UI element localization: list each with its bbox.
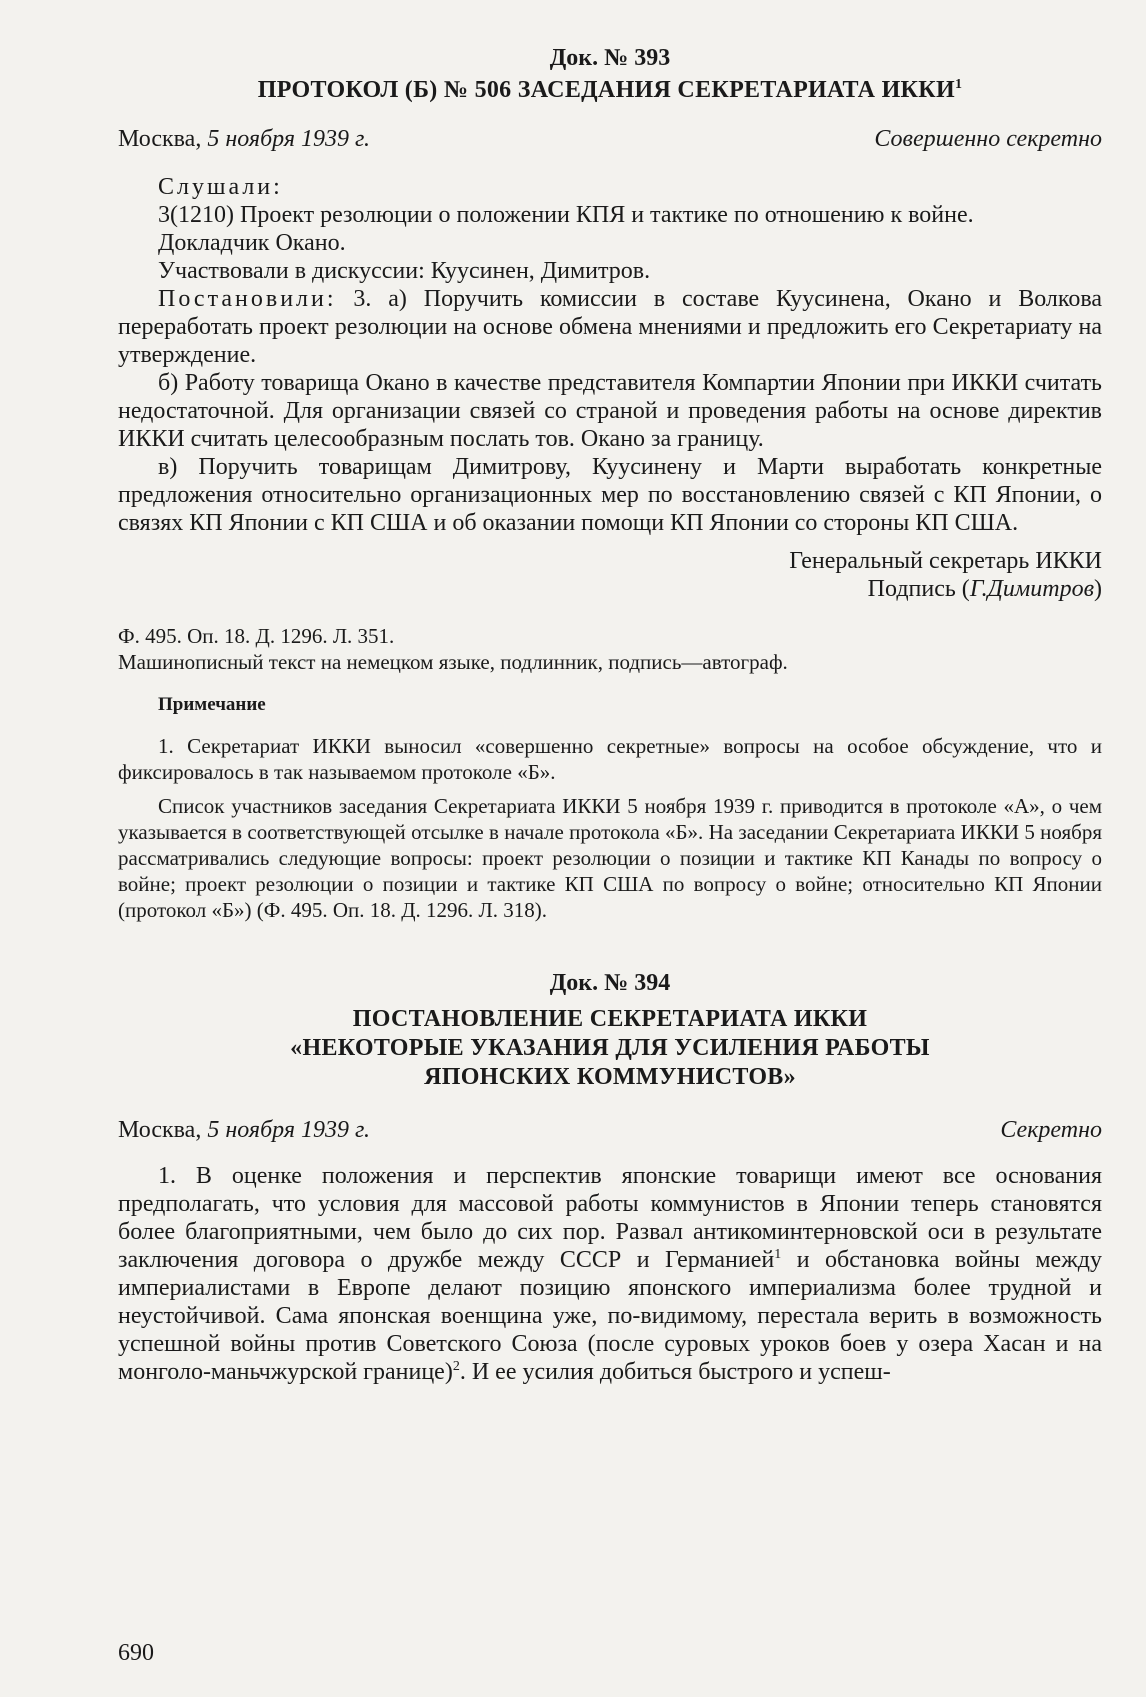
note-2: Список участников заседания Секретариата ИККИ 5 ноября 1939 г. приводится в протоколе «А», о чем указывается в соответствующей отсылке в начале протокола «Б». На заседании Секретариата ИККИ 5 ноября рассматривались следующие вопросы: проект резолюции о позиции и тактике КП Канады по вопросу о войне; проект резолюции о позиции и тактике КП США по вопросу о войне; относительно КП Японии (протокол «Б») (Ф. 495. Оп. 18. Д. 1296. Л. 318).	[118, 794, 1102, 922]
sign-prefix: Подпись (	[867, 576, 970, 602]
doc393-place: Москва,	[118, 126, 202, 152]
document-page	[118, 44, 1102, 1386]
resolved-c: в) Поручить товарищам Димитрову, Куусинену и Марти выработать конкретные предложения относительно организационных мер по восстановлению связей с КП Японии, о связях КП Японии с КП США и об оказании помощи КП Японии со стороны КП США.	[118, 454, 1102, 536]
sign-title: Генеральный секретарь ИККИ	[789, 548, 1102, 574]
footnote-ref-1: 1	[774, 1247, 782, 1262]
doc394-classification: Секретно	[1000, 1117, 1102, 1143]
resolved-b: б) Работу товарища Окано в качестве представителя Компартии Японии при ИККИ считать недостаточной. Для организации связей со страной и проведения работы на основе директив ИККИ считать целесообразным послать тов. Окано за границу.	[118, 370, 1102, 452]
sign-name: Г.Димитров	[969, 576, 1094, 602]
heard-text: 3(1210) Проект резолюции о положении КПЯ и тактике по отношению к войне.	[158, 202, 974, 228]
doc393-title-text: ПРОТОКОЛ (Б) № 506 ЗАСЕДАНИЯ СЕКРЕТАРИАТА ИККИ	[257, 77, 955, 103]
discussion: Участвовали в дискуссии: Куусинен, Димитров.	[158, 258, 651, 284]
note-1: 1. Секретариат ИККИ выносил «совершенно секретные» вопросы на особое обсуждение, что и фиксировалось в так называемом протоколе «Б».	[118, 734, 1102, 784]
page-number: 690	[118, 1640, 154, 1666]
archive-desc: Машинописный текст на немецком языке, подлинник, подпись—автограф.	[118, 650, 788, 674]
doc394-title-line2: «НЕКОТОРЫЕ УКАЗАНИЯ ДЛЯ УСИЛЕНИЯ РАБОТЫ	[290, 1035, 930, 1061]
doc393-archive	[118, 623, 1102, 675]
footnote-ref-2: 2	[452, 1359, 460, 1374]
para-part1: 1. В оценке положения и перспектив японские товарищи имеют все основания предполагать, что условия для массовой работы коммунистов в Японии теперь становятся более благоприятными, чем было до сих пор. Развал антикоминтерновской оси в результате заключения договора о дружбе между СССР и Германией	[118, 1163, 1102, 1273]
doc393-signature	[118, 547, 1102, 603]
doc394-date: 5 ноября 1939 г.	[207, 1117, 371, 1143]
doc394-meta	[118, 1116, 1102, 1144]
doc393-header	[118, 44, 1102, 105]
doc394-header	[118, 969, 1102, 1092]
doc394-number: Док. № 394	[549, 970, 671, 996]
para-part2: и обстановка войны между империалистами в Европе делают позицию японского империализма более трудной и неустойчивой. Сама японская военщина уже, по-видимому, перестала верить в возможность успешной войны против Советского Союза (после суровых уроков боев у озера Хасан и на монголо-маньчжурской границе)	[118, 1247, 1102, 1385]
doc393-place-date	[118, 125, 370, 153]
resolved-label: Постановили:	[158, 286, 337, 312]
archive-ref: Ф. 495. Оп. 18. Д. 1296. Л. 351.	[118, 624, 395, 648]
heard-label-text: Слушали:	[158, 174, 283, 200]
note-heading: Примечание	[158, 694, 266, 715]
speaker: Докладчик Окано.	[158, 230, 346, 256]
doc394-place-date	[118, 1116, 370, 1144]
doc394-title-line1: ПОСТАНОВЛЕНИЕ СЕКРЕТАРИАТА ИККИ	[352, 1006, 868, 1032]
sign-line	[118, 575, 1102, 603]
doc393-body	[118, 173, 1102, 537]
doc393-title	[118, 76, 1102, 105]
doc393-title-footnote: 1	[954, 77, 963, 92]
doc393-classification: Совершенно секретно	[874, 126, 1102, 152]
resolved-a	[118, 285, 1102, 369]
para-part3: . И ее усилия добиться быстрого и успеш-	[459, 1359, 891, 1385]
doc394-body	[118, 1162, 1102, 1386]
sign-suffix: )	[1094, 576, 1102, 602]
doc394-place: Москва,	[118, 1117, 202, 1143]
doc394-title-line3: ЯПОНСКИХ КОММУНИСТОВ»	[424, 1064, 796, 1090]
doc393-date: 5 ноября 1939 г.	[207, 126, 371, 152]
doc394-paragraph-1	[118, 1162, 1102, 1386]
doc393-number: Док. № 393	[549, 45, 671, 71]
resolved-a-text: 3. а) Поручить комиссии в составе Куусинена, Окано и Волкова переработать проект резолюции на основе обмена мнениями и предложить его Секретариату на утверждение.	[118, 286, 1103, 368]
heard-label	[118, 173, 1102, 201]
doc393-notes	[118, 691, 1102, 923]
doc393-meta	[118, 125, 1102, 153]
